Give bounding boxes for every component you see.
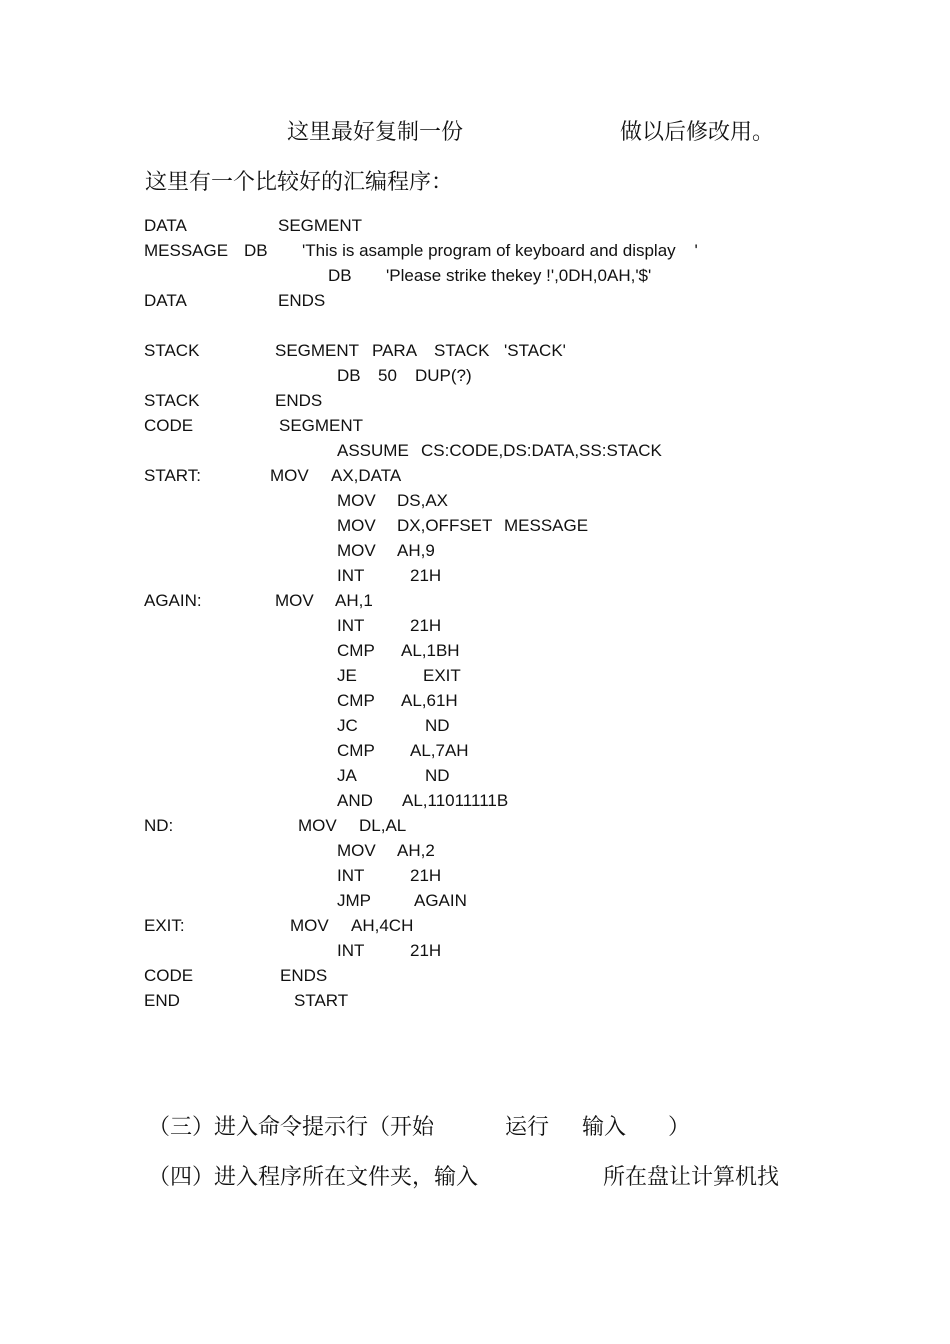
code-opcode: INT [337,866,365,885]
code-opcode: MOV [290,916,329,935]
code-label-data: DATA [144,291,187,310]
code-operand: AL,61H [401,691,458,710]
code-label-code: CODE [144,966,194,985]
code-label-exit: EXIT: [144,916,185,935]
header-left-text: 这里最好复制一份 [287,120,464,145]
code-opcode: CMP [337,641,375,660]
code-operand: CS:CODE,DS:DATA,SS:STACK [421,441,662,460]
step3-run-text: 运行 [505,1115,550,1140]
code-directive: SEGMENT [278,216,363,235]
step3-close-paren: ） [668,1115,691,1140]
step4-text: （四）进入程序所在文件夹，输入 [148,1165,479,1190]
code-directive: ENDS [280,966,328,985]
code-opcode: INT [337,941,365,960]
code-directive: PARA [372,341,418,360]
code-opcode: INT [337,616,365,635]
code-operand: AL,7AH [410,741,469,760]
code-operand: 21H [410,941,442,960]
code-directive: STACK [434,341,490,360]
code-operand: AGAIN [414,891,467,910]
code-directive: ASSUME [337,441,409,460]
intro-text: 这里有一个比较好的汇编程序： [145,170,454,195]
code-operand: AH,9 [397,541,435,560]
code-label-stack: STACK [144,391,200,410]
code-opcode: MOV [275,591,314,610]
code-label-again: AGAIN: [144,591,202,610]
code-operand: DUP(?) [415,366,472,385]
code-operand: START [294,991,349,1010]
code-opcode: MOV [337,491,376,510]
code-opcode: INT [337,566,365,585]
code-opcode: JA [337,766,357,785]
code-operand: AH,1 [335,591,373,610]
code-string: 'STACK' [504,341,566,360]
code-operand: AH,4CH [351,916,414,935]
code-opcode: MOV [337,541,376,560]
code-operand: AX,DATA [331,466,402,485]
code-operand: ND [425,766,450,785]
code-operand: 50 [378,366,397,385]
code-opcode: MOV [270,466,309,485]
header-right-text: 做以后修改用。 [620,120,775,145]
code-directive: SEGMENT [275,341,360,360]
code-operand: DS,AX [397,491,449,510]
code-operand: 21H [410,566,442,585]
code-opcode: MOV [337,516,376,535]
code-label-end: END [144,991,180,1010]
step3-input-text: 输入 [582,1115,627,1140]
step3-text: （三）进入命令提示行（开始 [148,1115,435,1140]
code-directive: ENDS [275,391,323,410]
code-operand: AH,2 [397,841,435,860]
code-opcode: MOV [337,841,376,860]
code-opcode: MOV [298,816,337,835]
step4-suffix-text: 所在盘让计算机找 [603,1165,780,1190]
code-opcode: CMP [337,741,375,760]
code-operand: AL,1BH [401,641,460,660]
code-label-start: START: [144,466,201,485]
code-label-nd: ND: [144,816,174,835]
code-operand: MESSAGE [504,516,589,535]
code-string: 'Please strike thekey !',0DH,0AH,'$' [386,266,652,285]
code-opcode: JMP [337,891,371,910]
code-string: 'This is asample program of keyboard and display ' [302,241,698,260]
code-operand: 21H [410,616,442,635]
code-operand: DL,AL [359,816,407,835]
code-directive: DB [328,266,352,285]
code-directive: DB [337,366,361,385]
code-operand: DX,OFFSET [397,516,493,535]
code-directive: SEGMENT [279,416,364,435]
code-label-data: DATA [144,216,187,235]
code-directive: DB [244,241,268,260]
code-operand: AL,11011111B [402,791,509,810]
code-opcode: JE [337,666,357,685]
code-label-code: CODE [144,416,194,435]
code-opcode: CMP [337,691,375,710]
code-operand: ND [425,716,450,735]
code-directive: ENDS [278,291,326,310]
code-opcode: AND [337,791,373,810]
code-opcode: JC [337,716,358,735]
code-label-stack: STACK [144,341,200,360]
code-operand: EXIT [423,666,461,685]
code-label-message: MESSAGE [144,241,229,260]
code-operand: 21H [410,866,442,885]
